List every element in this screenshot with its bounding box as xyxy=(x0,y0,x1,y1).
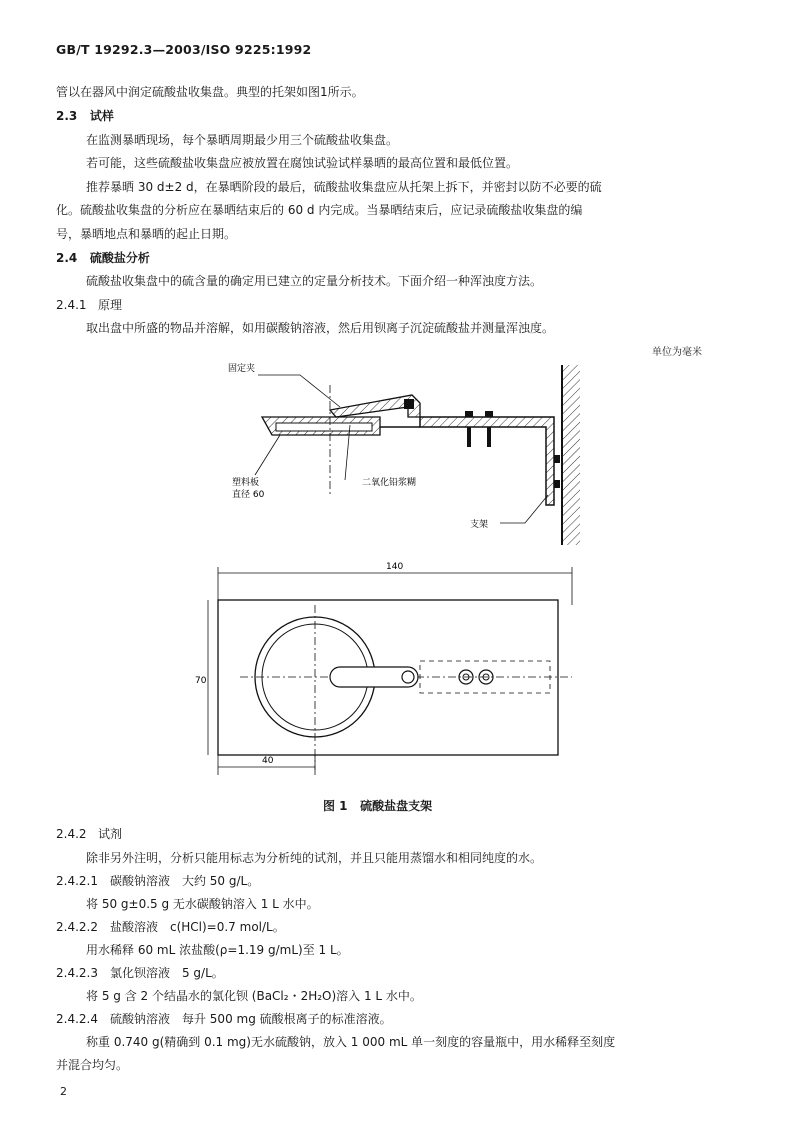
label-lead-dioxide-paste: 二氧化铅浆糊 xyxy=(362,478,417,488)
paragraph-line: 并混合均匀。 xyxy=(56,1058,129,1072)
figure-number: 图 1 xyxy=(323,799,348,813)
section-title: 试样 xyxy=(89,109,114,123)
section-title: 原理 xyxy=(98,298,123,312)
label-plastic-dish: 塑料板 xyxy=(232,478,260,488)
page-number: 2 xyxy=(60,1085,67,1098)
top-view xyxy=(195,562,572,775)
section-number: 2.4.2 xyxy=(56,827,87,841)
paragraph-line: 化。硫酸盐收集盘的分析应在暴晒结束后的 60 d 内完成。当暴晒结束后，应记录硫酸盐收集盘的编 xyxy=(56,203,583,217)
figure-sulfate-plate-bracket xyxy=(180,355,620,785)
subsection-2-4-2-1: 2.4.2.1 碳酸钠溶液 大约 50 g/L。 xyxy=(56,874,260,888)
subsection-2-4-2-2: 2.4.2.2 盐酸溶液 c(HCl)=0.7 mol/L。 xyxy=(56,920,285,934)
dimension-length: 140 xyxy=(386,562,404,572)
section-heading-2-4 xyxy=(56,249,150,267)
paragraph-line: 将 5 g 含 2 个结晶水的氯化钡 (BaCl₂・2H₂O)溶入 1 L 水中。 xyxy=(86,989,422,1003)
leader-line xyxy=(255,435,280,475)
dimension-offset: 40 xyxy=(262,756,274,766)
unit-note: 单位为毫米 xyxy=(652,347,702,358)
label-fixing-clip: 固定夹 xyxy=(228,364,256,374)
section-heading-2-4-1 xyxy=(56,296,122,314)
section-number: 2.4.1 xyxy=(56,298,87,312)
paragraph-line: 硫酸盐收集盘中的硫含量的确定用已建立的定量分析技术。下面介绍一种浑浊度方法。 xyxy=(86,274,543,288)
standard-number-header: GB/T 19292.3—2003/ISO 9225:1992 xyxy=(56,42,312,57)
paragraph-line: 管以在器风中润定硫酸盐收集盘。典型的托架如图1所示。 xyxy=(56,85,364,99)
side-view xyxy=(228,362,580,545)
section-number: 2.4 xyxy=(56,251,78,265)
paragraph-line: 在监测暴晒现场，每个暴晒周期最少用三个硫酸盐收集盘。 xyxy=(86,133,399,147)
label-bracket: 支架 xyxy=(470,520,489,530)
section-title: 硫酸盐分析 xyxy=(89,251,150,265)
paragraph-line: 推荐暴晒 30 d±2 d，在暴晒阶段的最后，硫酸盐收集盘应从托架上拆下，并密封以防不必要的硫 xyxy=(86,180,602,194)
section-number: 2.3 xyxy=(56,109,78,123)
leader-line xyxy=(500,495,548,523)
figure-title: 硫酸盐盘支架 xyxy=(360,799,433,813)
paragraph-line: 将 50 g±0.5 g 无水碳酸钠溶入 1 L 水中。 xyxy=(86,897,319,911)
figure-caption xyxy=(323,797,432,814)
subsection-2-4-2-3: 2.4.2.3 氯化钡溶液 5 g/L。 xyxy=(56,966,224,980)
paragraph-line: 若可能，这些硫酸盐收集盘应被放置在腐蚀试验试样暴晒的最高位置和最低位置。 xyxy=(86,156,519,170)
subsection-2-4-2-4: 2.4.2.4 硫酸钠溶液 每升 500 mg 硫酸根离子的标准溶液。 xyxy=(56,1012,392,1026)
clip-slot xyxy=(330,667,418,687)
paragraph-line: 称重 0.740 g(精确到 0.1 mg)无水硫酸钠，放入 1 000 mL 单一刻度的容量瓶中，用水稀释至刻度 xyxy=(86,1035,616,1049)
wall-hatch xyxy=(562,365,580,545)
paragraph-line: 除非另外注明，分析只能用标志为分析纯的试剂，并且只能用蒸馏水和相同纯度的水。 xyxy=(86,851,543,865)
section-title: 试剂 xyxy=(98,827,123,841)
dimension-width: 70 xyxy=(195,676,207,686)
label-diameter: 直径 60 xyxy=(232,490,265,500)
section-heading-2-4-2 xyxy=(56,825,122,843)
paragraph-line: 取出盘中所盛的物品并溶解，如用碳酸钠溶液，然后用钡离子沉淀硫酸盐并测量浑浊度。 xyxy=(86,321,555,335)
leader-line xyxy=(258,375,340,407)
section-heading-2-3 xyxy=(56,107,114,125)
paragraph-line: 号，暴晒地点和暴晒的起止日期。 xyxy=(56,227,237,241)
paragraph-line: 用水稀释 60 mL 浓盐酸(ρ=1.19 g/mL)至 1 L。 xyxy=(86,943,349,957)
